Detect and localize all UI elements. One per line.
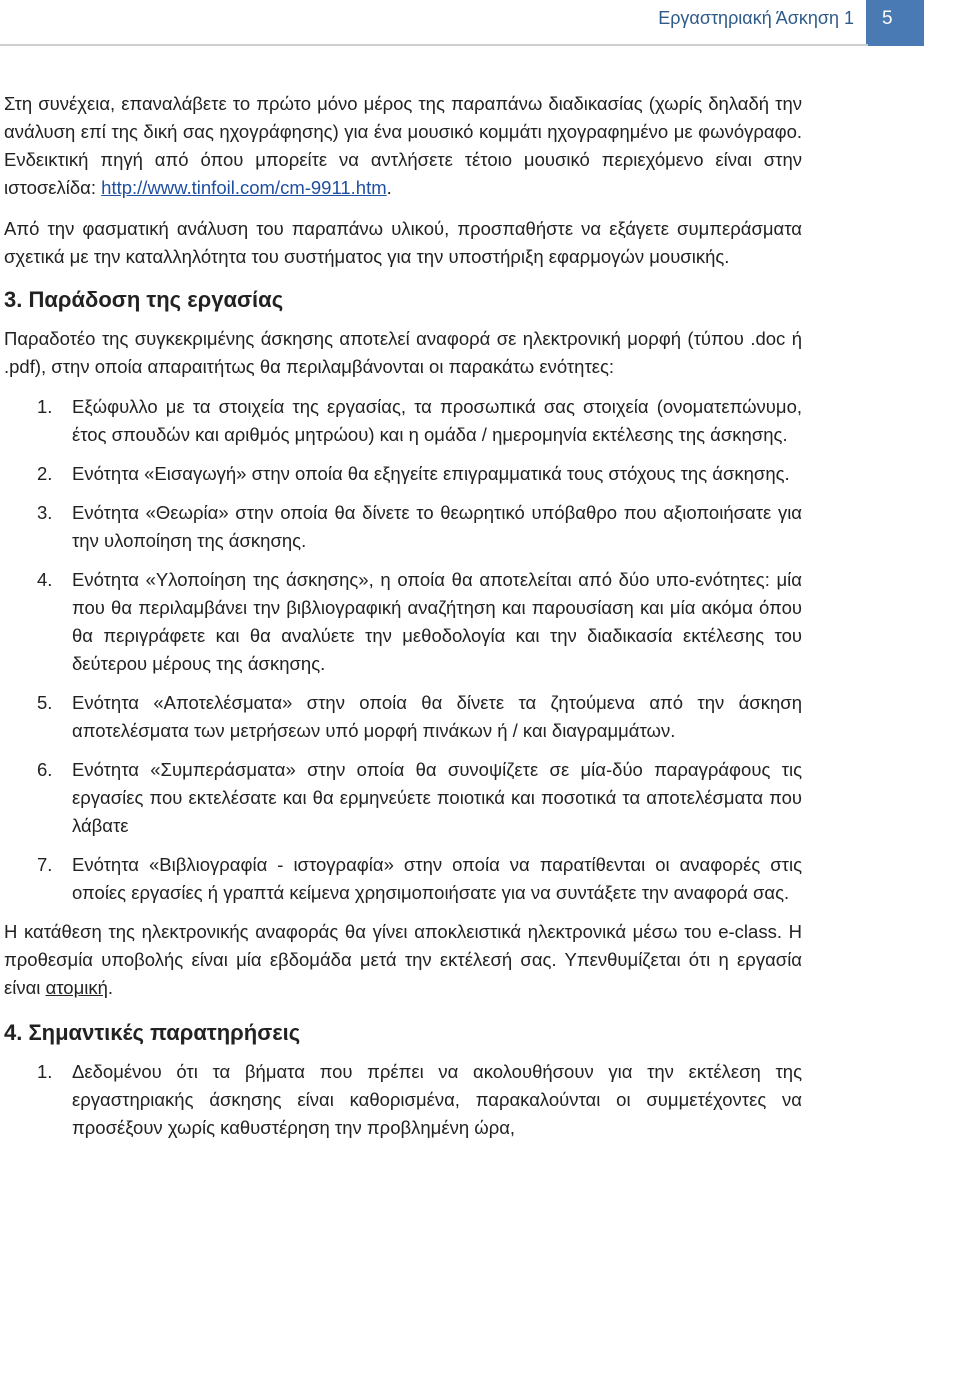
list-item-text: Εξώφυλλο με τα στοιχεία της εργασίας, τα προσωπικά σας στοιχεία (ονοματεπώνυμο, έτος σπουδών και αριθμός μητρώου) και η ομάδα / ημερομηνία εκτέλεσης της άσκησης. — [72, 396, 802, 445]
list-item — [4, 689, 802, 745]
list-item — [4, 499, 802, 555]
list-item — [4, 393, 802, 449]
list-item-text: Ενότητα «Αποτελέσματα» στην οποία θα δίνετε τα ζητούμενα από την άσκηση αποτελέσματα των μετρήσεων υπό μορφή πινάκων ή / και διαγραμμάτων. — [72, 692, 802, 741]
list-item-number: 1. — [37, 396, 53, 417]
deliverable-sections-list — [4, 393, 802, 907]
list-item-text: Δεδομένου ότι τα βήματα που πρέπει να ακολουθήσουν για την εκτέλεση της εργαστηριακής άσκησης είναι καθορισμένα, παρακαλούνται οι συμμετέχοντες να προσέξουν χωρίς καθυστέρηση την προβλημένη ώρα, — [72, 1061, 802, 1138]
section-3-heading: 3. Παράδοση της εργασίας — [4, 287, 284, 312]
list-item — [4, 1058, 802, 1142]
submission-end: . — [107, 977, 114, 998]
list-item — [4, 566, 802, 678]
list-item-number: 2. — [37, 463, 53, 484]
page-number: 5 — [882, 8, 893, 29]
list-item-text: Ενότητα «Εισαγωγή» στην οποία θα εξηγείτε επιγραμματικά τους στόχους της άσκησης. — [72, 463, 790, 484]
section-4-heading: 4. Σημαντικές παρατηρήσεις — [4, 1020, 301, 1045]
list-item-number: 1. — [37, 1061, 53, 1082]
list-item — [4, 460, 802, 488]
analysis-paragraph: Από την φασματική ανάλυση του παραπάνω υλικού, προσπαθήστε να εξάγετε συμπεράσματα σχετικά με την καταλληλότητα του συστήματος για την υποστήριξη εφαρμογών μουσικής. — [4, 218, 802, 267]
page-header — [0, 0, 960, 46]
list-item — [4, 756, 802, 840]
submission-text: Η κατάθεση της ηλεκτρονικής αναφοράς θα γίνει αποκλειστικά ηλεκτρονικά μέσω του e-class. Η προθεσμία υποβολής είναι μία εβδομάδα μετά την εκτέλεσή σας. Υπενθυμίζεται ότι η εργασία είναι — [4, 921, 802, 998]
intro-after-link: . — [386, 177, 392, 198]
source-link[interactable]: http://www.tinfoil.com/cm-9911.htm — [101, 177, 387, 198]
list-item-text: Ενότητα «Θεωρία» στην οποία θα δίνετε το θεωρητικό υπόβαθρο που αξιοποιήσατε για την υλοποίηση της άσκησης. — [72, 502, 802, 551]
list-item — [4, 851, 802, 907]
deliverable-paragraph: Παραδοτέο της συγκεκριμένης άσκησης αποτελεί αναφορά σε ηλεκτρονική μορφή (τύπου .doc ή .pdf), στην οποία απαραιτήτως θα περιλαμβάνονται οι παρακάτω ενότητες: — [4, 328, 802, 377]
submission-emphasis: ατομική — [45, 977, 108, 998]
list-item-text: Ενότητα «Υλοποίηση της άσκησης», η οποία θα αποτελείται από δύο υπο-ενότητες: μία που θα περιλαμβάνει την βιβλιογραφική αναζήτηση και παρουσίαση και μία ακόμα όπου θα περιγράφετε και θα αναλύετε την μεθοδολογία και την διαδικασία εκτέλεσης του δεύτερου μέρους της άσκησης. — [72, 569, 802, 674]
list-item-number: 6. — [37, 759, 53, 780]
list-item-number: 5. — [37, 692, 53, 713]
header-divider — [0, 44, 868, 46]
list-item-text: Ενότητα «Συμπεράσματα» στην οποία θα συνοψίζετε σε μία-δύο παραγράφους τις εργασίες που εκτελέσατε και θα ερμηνεύετε ποιοτικά και ποσοτικά τα αποτελέσματα που λάβατε — [72, 759, 802, 836]
header-title: Εργαστηριακή Άσκηση 1 — [658, 8, 854, 28]
list-item-text: Ενότητα «Βιβλιογραφία - ιστογραφία» στην οποία να παρατίθενται οι αναφορές στις οποίες εργασίες ή γραπτά κείμενα χρησιμοποιήσατε για να συντάξετε την αναφορά σας. — [72, 854, 802, 903]
intro-text: Στη συνέχεια, επαναλάβετε το πρώτο μόνο μέρος της παραπάνω διαδικασίας (χωρίς δηλαδή την ανάλυση επί της δική σας ηχογράφησης) για ένα μουσικό κομμάτι ηχογραφημένο με φωνόγραφο. Ενδεικτική πηγή από όπου μπορείτε να αντλήσετε τέτοιο μουσικό περιεχόμενο είναι στην ιστοσελίδα: — [4, 93, 802, 198]
document-body — [4, 90, 802, 1153]
remarks-list — [4, 1058, 802, 1142]
list-item-number: 4. — [37, 569, 53, 590]
submission-paragraph — [4, 918, 802, 1002]
list-item-number: 7. — [37, 854, 53, 875]
page-number-box — [866, 0, 924, 46]
list-item-number: 3. — [37, 502, 53, 523]
intro-paragraph — [4, 90, 802, 202]
